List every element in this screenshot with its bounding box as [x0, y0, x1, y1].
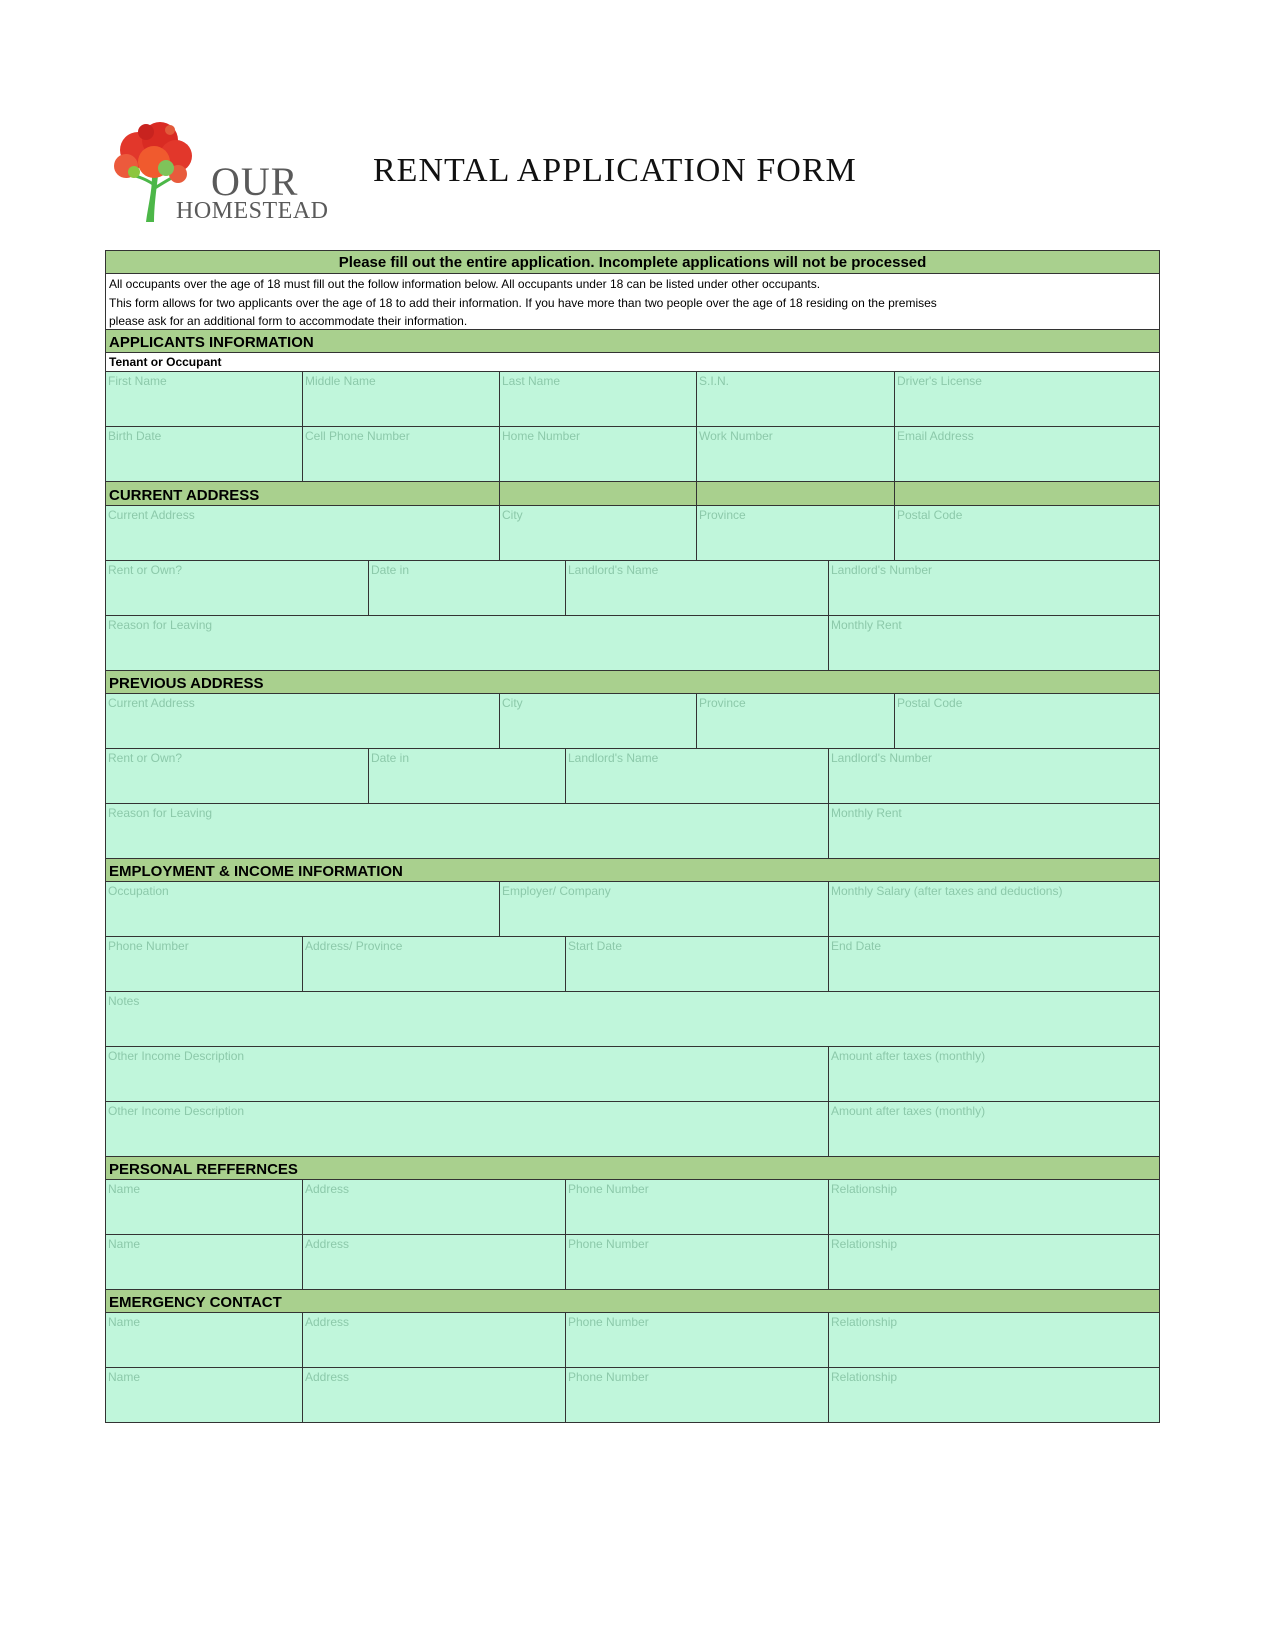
field-row [106, 1180, 1159, 1235]
field-label: Address [305, 1370, 350, 1384]
cell-phone-field[interactable] [303, 427, 500, 481]
monthly-salary-field[interactable] [829, 882, 1159, 936]
reason-for-leaving-field[interactable] [106, 804, 829, 858]
field-label: Current Address [108, 696, 195, 710]
intro-text [106, 274, 1159, 330]
field-label: Phone Number [568, 1237, 649, 1251]
postal-code-field[interactable] [895, 694, 1159, 748]
emergency-relationship-field[interactable] [829, 1313, 1159, 1367]
work-number-field[interactable] [697, 427, 895, 481]
employer-phone-field[interactable] [106, 937, 303, 991]
logo-text-our: OUR [211, 159, 299, 204]
reference-relationship-field[interactable] [829, 1235, 1159, 1289]
field-label: Name [108, 1315, 141, 1329]
field-row [106, 616, 1159, 671]
previous-address-field[interactable] [106, 694, 500, 748]
field-label: Landlord's Name [568, 563, 659, 577]
field-label: Phone Number [108, 939, 189, 953]
section-header-applicants: APPLICANTS INFORMATION [106, 330, 1159, 353]
landlord-number-field[interactable] [829, 561, 1159, 615]
date-in-field[interactable] [369, 749, 566, 803]
field-row [106, 506, 1159, 561]
section-header-cell [697, 482, 895, 505]
reference-relationship-field[interactable] [829, 1180, 1159, 1234]
landlord-name-field[interactable] [566, 749, 829, 803]
email-field[interactable] [895, 427, 1159, 481]
city-field[interactable] [500, 506, 697, 560]
reference-name-field[interactable] [106, 1180, 303, 1234]
reference-name-field[interactable] [106, 1235, 303, 1289]
first-name-field[interactable] [106, 372, 303, 426]
field-row [106, 804, 1159, 859]
reference-phone-field[interactable] [566, 1235, 829, 1289]
instructions-banner: Please fill out the entire application. Incomplete applications will not be processed [106, 251, 1159, 274]
date-in-field[interactable] [369, 561, 566, 615]
employer-field[interactable] [500, 882, 829, 936]
emergency-phone-field[interactable] [566, 1313, 829, 1367]
home-number-field[interactable] [500, 427, 697, 481]
field-label: First Name [108, 374, 167, 388]
end-date-field[interactable] [829, 937, 1159, 991]
field-label: Work Number [699, 429, 773, 443]
section-header-emergency: EMERGENCY CONTACT [106, 1290, 1159, 1313]
other-income-description-field[interactable] [106, 1102, 829, 1156]
field-label: Monthly Salary (after taxes and deductions) [831, 884, 1063, 898]
monthly-rent-field[interactable] [829, 804, 1159, 858]
field-label: Landlord's Number [831, 751, 933, 765]
field-label: Driver's License [897, 374, 982, 388]
field-label: End Date [831, 939, 882, 953]
field-label: Monthly Rent [831, 806, 902, 820]
intro-line: please ask for an additional form to accommodate their information. [109, 314, 468, 329]
other-income-description-field[interactable] [106, 1047, 829, 1101]
field-label: Postal Code [897, 508, 963, 522]
last-name-field[interactable] [500, 372, 697, 426]
section-header-current-address [106, 482, 1159, 506]
section-title: CURRENT ADDRESS [106, 482, 500, 505]
field-label: City [502, 696, 523, 710]
emergency-name-field[interactable] [106, 1313, 303, 1367]
other-income-amount-field[interactable] [829, 1047, 1159, 1101]
intro-line: All occupants over the age of 18 must fill out the follow information below. All occupants under 18 can be listed under other occupants. [109, 277, 821, 291]
emergency-relationship-field[interactable] [829, 1368, 1159, 1422]
field-row [106, 1235, 1159, 1290]
field-row [106, 1313, 1159, 1368]
field-row [106, 694, 1159, 749]
field-label: Amount after taxes (monthly) [831, 1049, 986, 1063]
field-label: Address/ Province [305, 939, 403, 953]
field-label: Postal Code [897, 696, 963, 710]
field-label: Reason for Leaving [108, 618, 213, 632]
field-label: City [502, 508, 523, 522]
field-label: Phone Number [568, 1370, 649, 1384]
emergency-phone-field[interactable] [566, 1368, 829, 1422]
field-label: Relationship [831, 1315, 898, 1329]
sin-field[interactable] [697, 372, 895, 426]
field-label: Amount after taxes (monthly) [831, 1104, 986, 1118]
field-label: Name [108, 1370, 141, 1384]
postal-code-field[interactable] [895, 506, 1159, 560]
field-label: Landlord's Number [831, 563, 933, 577]
emergency-name-field[interactable] [106, 1368, 303, 1422]
field-label: Date in [371, 751, 410, 765]
province-field[interactable] [697, 694, 895, 748]
province-field[interactable] [697, 506, 895, 560]
field-label: Other Income Description [108, 1049, 245, 1063]
field-label: Relationship [831, 1182, 898, 1196]
field-row [106, 1047, 1159, 1102]
section-header-previous-address: PREVIOUS ADDRESS [106, 671, 1159, 694]
emergency-address-field[interactable] [303, 1313, 566, 1367]
rent-or-own-field[interactable] [106, 561, 369, 615]
field-row [106, 882, 1159, 937]
reference-phone-field[interactable] [566, 1180, 829, 1234]
page-title: RENTAL APPLICATION FORM [373, 152, 857, 189]
intro-line: This form allows for two applicants over the age of 18 to add their information. If you have more than two people over the age of 18 residing on the premises [109, 295, 937, 310]
field-label: Monthly Rent [831, 618, 902, 632]
section-header-cell [500, 482, 697, 505]
field-label: Reason for Leaving [108, 806, 213, 820]
landlord-name-field[interactable] [566, 561, 829, 615]
start-date-field[interactable] [566, 937, 829, 991]
field-label: Email Address [897, 429, 974, 443]
landlord-number-field[interactable] [829, 749, 1159, 803]
logo-text-homestead: HOMESTEAD [176, 198, 329, 224]
field-label: Rent or Own? [108, 751, 183, 765]
current-address-field[interactable] [106, 506, 500, 560]
field-label: Address [305, 1315, 350, 1329]
field-label: Date in [371, 563, 410, 577]
section-header-cell [895, 482, 1159, 505]
subheading-tenant: Tenant or Occupant [106, 353, 1159, 372]
field-label: Relationship [831, 1237, 898, 1251]
reason-for-leaving-field[interactable] [106, 616, 829, 670]
field-label: Phone Number [568, 1182, 649, 1196]
rent-or-own-field[interactable] [106, 749, 369, 803]
field-label: Notes [108, 994, 140, 1008]
field-row [106, 372, 1159, 427]
field-label: Middle Name [305, 374, 376, 388]
field-label: S.I.N. [699, 374, 730, 388]
reference-address-field[interactable] [303, 1180, 566, 1234]
field-label: Province [699, 508, 746, 522]
field-label: Other Income Description [108, 1104, 245, 1118]
field-label: Name [108, 1237, 141, 1251]
field-row [106, 427, 1159, 482]
field-label: Name [108, 1182, 141, 1196]
field-label: Home Number [502, 429, 581, 443]
other-income-amount-field[interactable] [829, 1102, 1159, 1156]
field-label: Rent or Own? [108, 563, 183, 577]
notes-field[interactable] [106, 992, 1159, 1046]
field-row [106, 1368, 1159, 1423]
field-row [106, 561, 1159, 616]
middle-name-field[interactable] [303, 372, 500, 426]
field-label: Address [305, 1182, 350, 1196]
company-logo [108, 118, 328, 228]
drivers-license-field[interactable] [895, 372, 1159, 426]
field-label: Employer/ Company [502, 884, 611, 898]
field-label: Current Address [108, 508, 195, 522]
reference-address-field[interactable] [303, 1235, 566, 1289]
occupation-field[interactable] [106, 882, 500, 936]
field-label: Last Name [502, 374, 561, 388]
field-label: Start Date [568, 939, 623, 953]
field-label: Occupation [108, 884, 169, 898]
city-field[interactable] [500, 694, 697, 748]
birth-date-field[interactable] [106, 427, 303, 481]
emergency-address-field[interactable] [303, 1368, 566, 1422]
section-header-references: PERSONAL REFFERNCES [106, 1157, 1159, 1180]
employer-address-field[interactable] [303, 937, 566, 991]
application-form [105, 250, 1160, 1423]
field-label: Phone Number [568, 1315, 649, 1329]
monthly-rent-field[interactable] [829, 616, 1159, 670]
field-row [106, 749, 1159, 804]
field-label: Landlord's Name [568, 751, 659, 765]
field-row [106, 1102, 1159, 1157]
field-label: Birth Date [108, 429, 162, 443]
field-label: Cell Phone Number [305, 429, 410, 443]
field-row [106, 937, 1159, 992]
field-label: Address [305, 1237, 350, 1251]
field-label: Province [699, 696, 746, 710]
field-row [106, 992, 1159, 1047]
field-label: Relationship [831, 1370, 898, 1384]
section-header-employment: EMPLOYMENT & INCOME INFORMATION [106, 859, 1159, 882]
